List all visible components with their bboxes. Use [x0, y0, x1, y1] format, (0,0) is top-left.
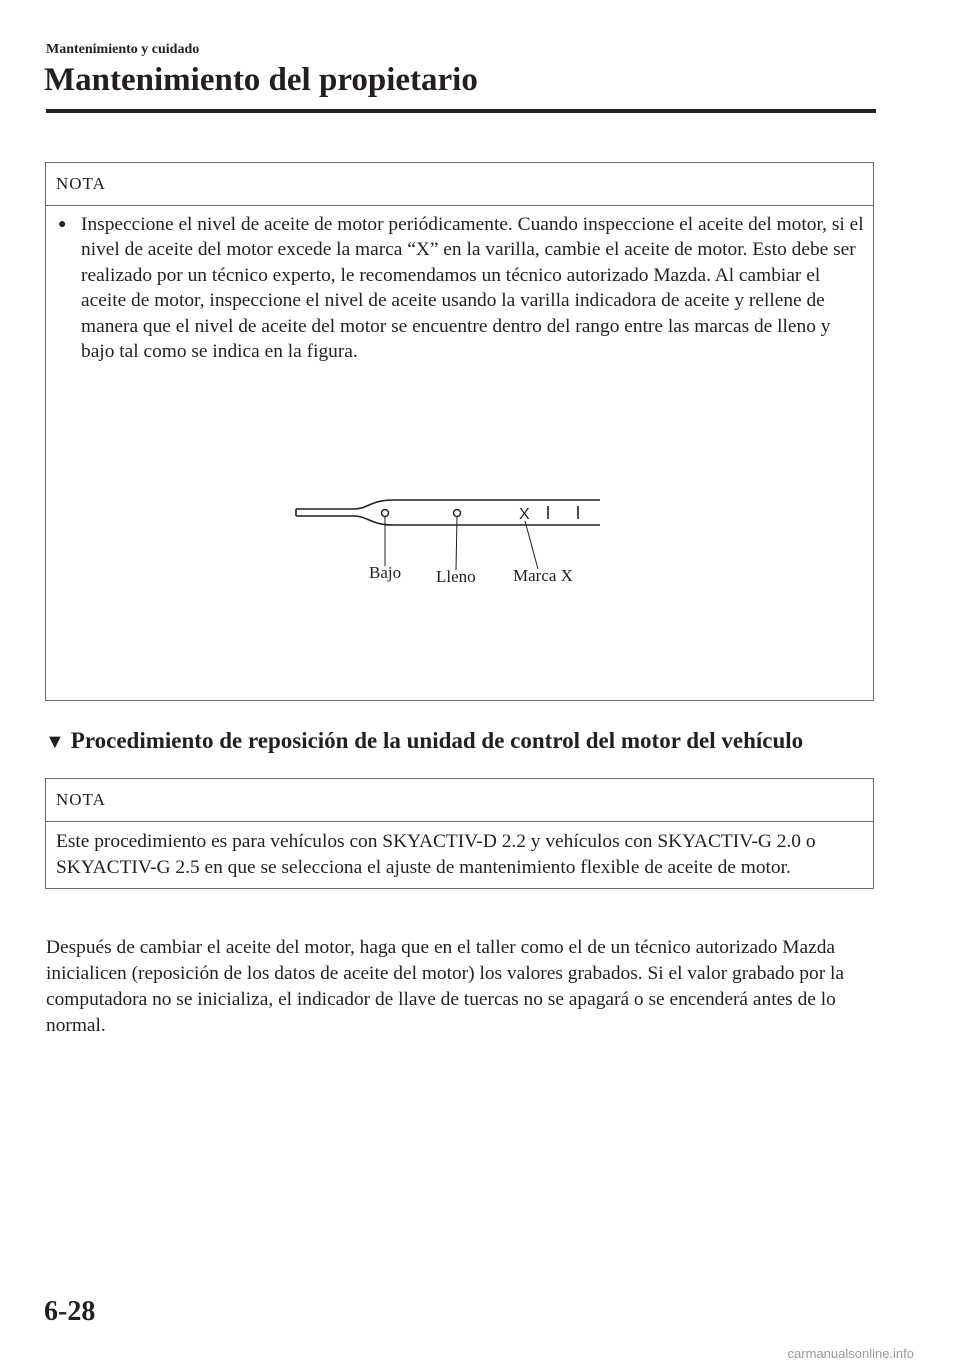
section-heading [45, 726, 803, 757]
section-label: Mantenimiento y cuidado [46, 42, 200, 57]
leader-x [525, 521, 538, 569]
label-low: Bajo [369, 563, 402, 582]
page-number: 6-28 [44, 1296, 96, 1327]
section-heading-text: Procedimiento de reposición de la unidad de control del motor del vehículo [70, 728, 804, 753]
watermark: carmanualsonline.info [787, 1346, 914, 1361]
dipstick-figure [46, 206, 875, 700]
dipstick-flare-lower [354, 516, 600, 525]
label-full: Lleno [436, 567, 476, 586]
note-body [46, 206, 873, 700]
body-paragraph: Después de cambiar el aceite del motor, haga que en el taller como el de un técnico autorizado Mazda inicialicen (reposición de los datos de aceite del motor) los valores grabados. Si el valor grabado por la computadora no se inicializa, el indicador de llave de tuercas no se apagará o se encenderá antes de lo normal. [46, 937, 844, 1036]
note-heading: NOTA [46, 163, 873, 206]
label-x-mark: Marca X [513, 566, 573, 585]
title-rule [46, 109, 876, 113]
low-mark-icon [382, 510, 389, 517]
note-box-procedure [45, 778, 874, 889]
bullet-text: Inspeccione el nivel de aceite de motor periódicamente. Cuando inspeccione el aceite del motor, si el nivel de aceite del motor excede la marca “X” en la varilla, cambie el aceite de motor. Esto debe ser realizado por un técnico experto, le recomendamos un técnico autorizado Mazda. Al cambiar el aceite de motor, inspeccione el nivel de aceite usando la varilla indicadora de aceite y rellene de manera que el nivel de aceite del motor se encuentre dentro del rango entre las marcas de lleno y bajo tal como se indica en la figura. [81, 214, 864, 363]
full-mark-icon [454, 510, 461, 517]
note-body: Este procedimiento es para vehículos con SKYACTIV-D 2.2 y vehículos con SKYACTIV-G 2.0 o SKYACTIV-G 2.5 en que se selecciona el ajuste de mantenimiento flexible de aceite de motor. [56, 831, 816, 878]
page-title: Mantenimiento del propietario [44, 62, 478, 98]
triangle-down-icon: ▼ [45, 731, 65, 753]
x-mark-icon: X [519, 506, 530, 523]
note-heading: NOTA [46, 779, 873, 822]
bullet-icon: ● [58, 217, 67, 232]
dipstick-flare [354, 500, 600, 509]
note-box-oil-level [45, 162, 874, 701]
